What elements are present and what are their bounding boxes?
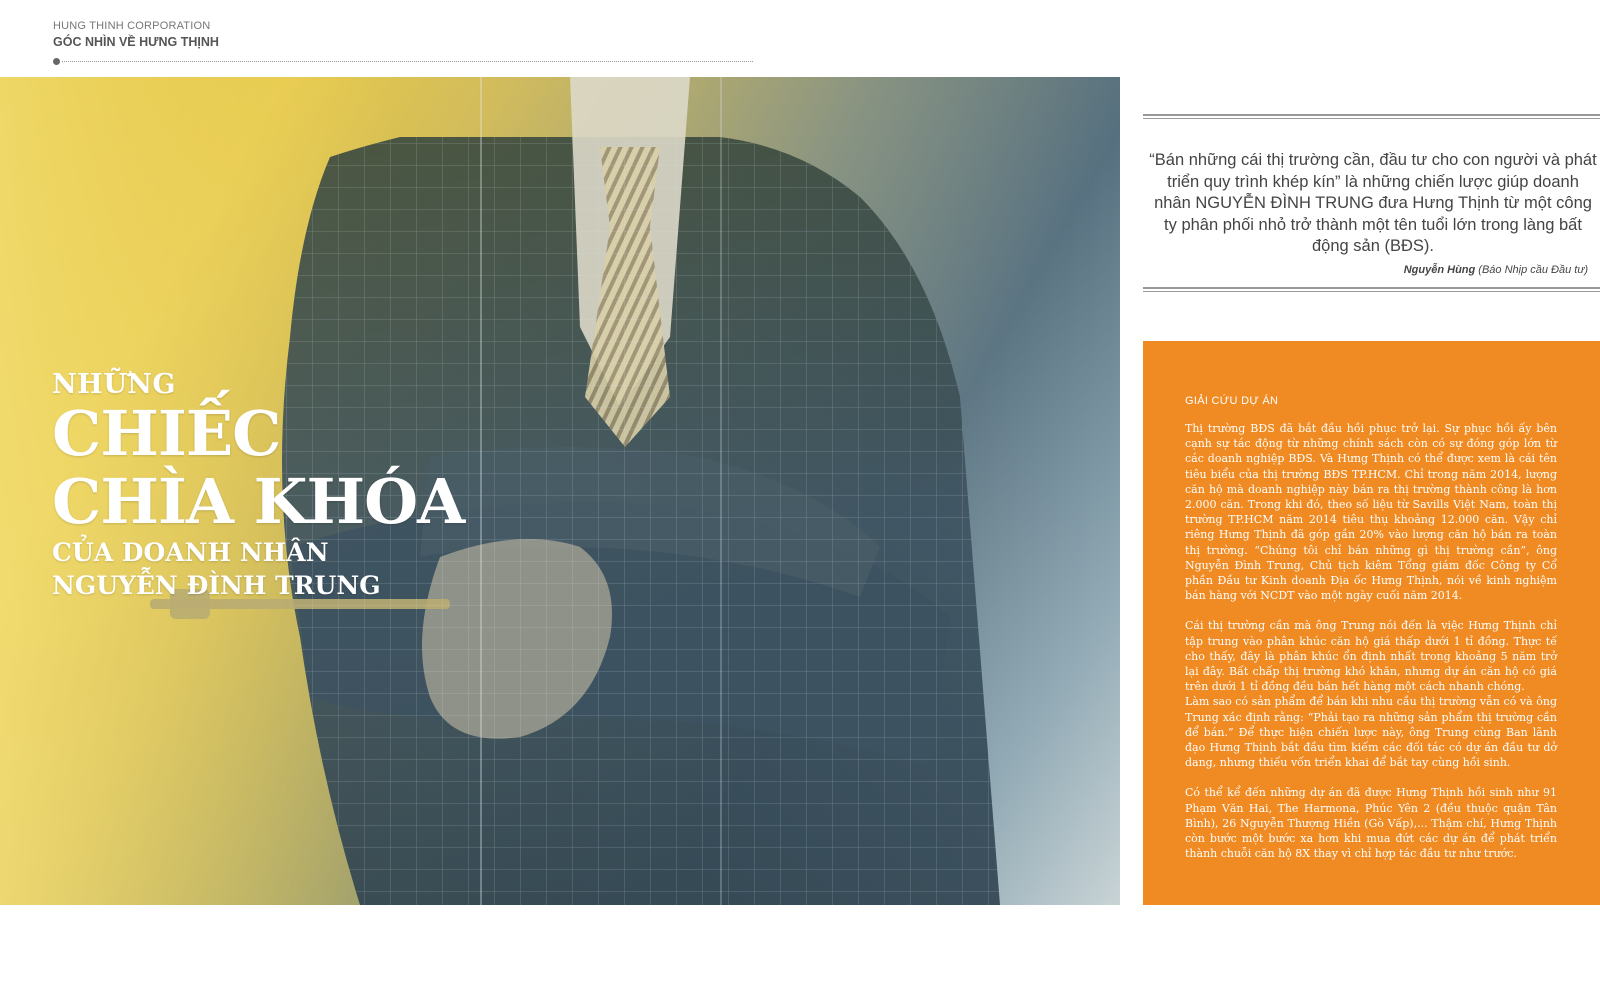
hero-title (52, 370, 464, 602)
bullet-icon (53, 58, 60, 65)
hero-title-line: CHÌA KHÓA (52, 465, 465, 538)
section-title: GÓC NHÌN VỀ HƯNG THỊNH (53, 35, 219, 49)
quote-bottom-rule (1143, 287, 1600, 292)
quote-author: Nguyễn Hùng (1403, 264, 1476, 276)
page-header (53, 20, 219, 49)
pull-quote: “Bán những cái thị trường cần, đầu tư cho con người và phát triển quy trình khép kín” là những chiến lược giúp doanh nhân NGUYỄN ĐÌNH TRUNG đưa Hưng Thịnh từ một công ty phân phối nhỏ trở thành một tên tuổi lớn trong làng bất động sản (BĐS). (1149, 151, 1597, 255)
article-paragraph: Làm sao có sản phẩm để bán khi nhu cầu thị trường vẫn có và ông Trung xác định rằng: “Phải tạo ra những sản phẩm thị trường cần để bán.” Để thực hiện chiến lược này, ông Trung cùng Ban lãnh đạo Hưng Thịnh bắt đầu tìm kiếm các đối tác có dự án đầu tư dở dang, nhưng thiếu vốn triển khai để bắt tay cùng hồi sinh. (1185, 695, 1557, 770)
header-divider (53, 58, 753, 64)
article-paragraph: Cái thị trường cần mà ông Trung nói đến là việc Hưng Thịnh chỉ tập trung vào phân khúc căn hộ giá thấp dưới 1 tỉ đồng. Thực tế cho thấy, đây là phân khúc ổn định nhất trong khoảng 5 năm trở lại đây. Bất chấp thị trường khó khăn, nhưng dự án căn hộ có giá trên dưới 1 tỉ đồng đều bán hết hàng một cách nhanh chóng. (1185, 619, 1557, 694)
hero-title-line: CHIẾC (52, 397, 281, 470)
hero-image (0, 77, 1120, 905)
hero-title-line: NHỮNG (52, 369, 176, 400)
article-paragraph: Có thể kể đến những dự án đã được Hưng Thịnh hồi sinh như 91 Phạm Văn Hai, The Harmona, Phúc Yên 2 (đều thuộc quận Tân Bình), 26 Nguyễn Thượng Hiền (Gò Vấp),... Thậm chí, Hưng Thịnh còn bước một bước xa hơn khi mua đứt các dự án để phát triển thành chuỗi căn hộ 8X thay vì chỉ hợp tác đầu tư như trước. (1185, 786, 1557, 861)
quote-byline (1404, 264, 1588, 276)
article-paragraph: Thị trường BĐS đã bắt đầu hồi phục trở lại. Sự phục hồi ấy bên cạnh sự tác động từ những chính sách còn có sự đóng góp lớn từ các doanh nghiệp BĐS. Và Hưng Thịnh có thể được xem là cái tên tiêu biểu của thị trường BĐS TP.HCM. Chỉ trong năm 2014, lượng căn hộ mà doanh nghiệp này bán ra thị trường thành công là hơn 2.000 căn. Trong khi đó, theo số liệu từ Savills Việt Nam, toàn thị trường TP.HCM năm 2014 tiêu thụ khoảng 12.000 căn. Vậy chỉ riêng Hưng Thịnh đã góp gần 20% vào lượng căn hộ bán ra toàn thị trường. “Chúng tôi chỉ bán những gì thị trường cần”, ông Nguyễn Đình Trung, Chủ tịch kiêm Tổng giám đốc Công ty Cổ phần Đầu tư Kinh doanh Địa ốc Hưng Thịnh, nói về kinh nghiệm bán hàng với NCDT vào một ngày cuối năm 2014. (1185, 422, 1557, 603)
quote-source: (Báo Nhịp cầu Đầu tư) (1478, 264, 1588, 276)
hero-subtitle-line: NGUYỄN ĐÌNH TRUNG (52, 571, 381, 600)
quote-top-rule (1143, 114, 1600, 119)
brand-name: HUNG THINH CORPORATION (53, 20, 211, 32)
hero-subtitle-line: CỦA DOANH NHÂN (52, 538, 329, 567)
article-panel (1143, 341, 1600, 905)
article-heading: GIẢI CỨU DỰ ÁN (1185, 395, 1279, 407)
